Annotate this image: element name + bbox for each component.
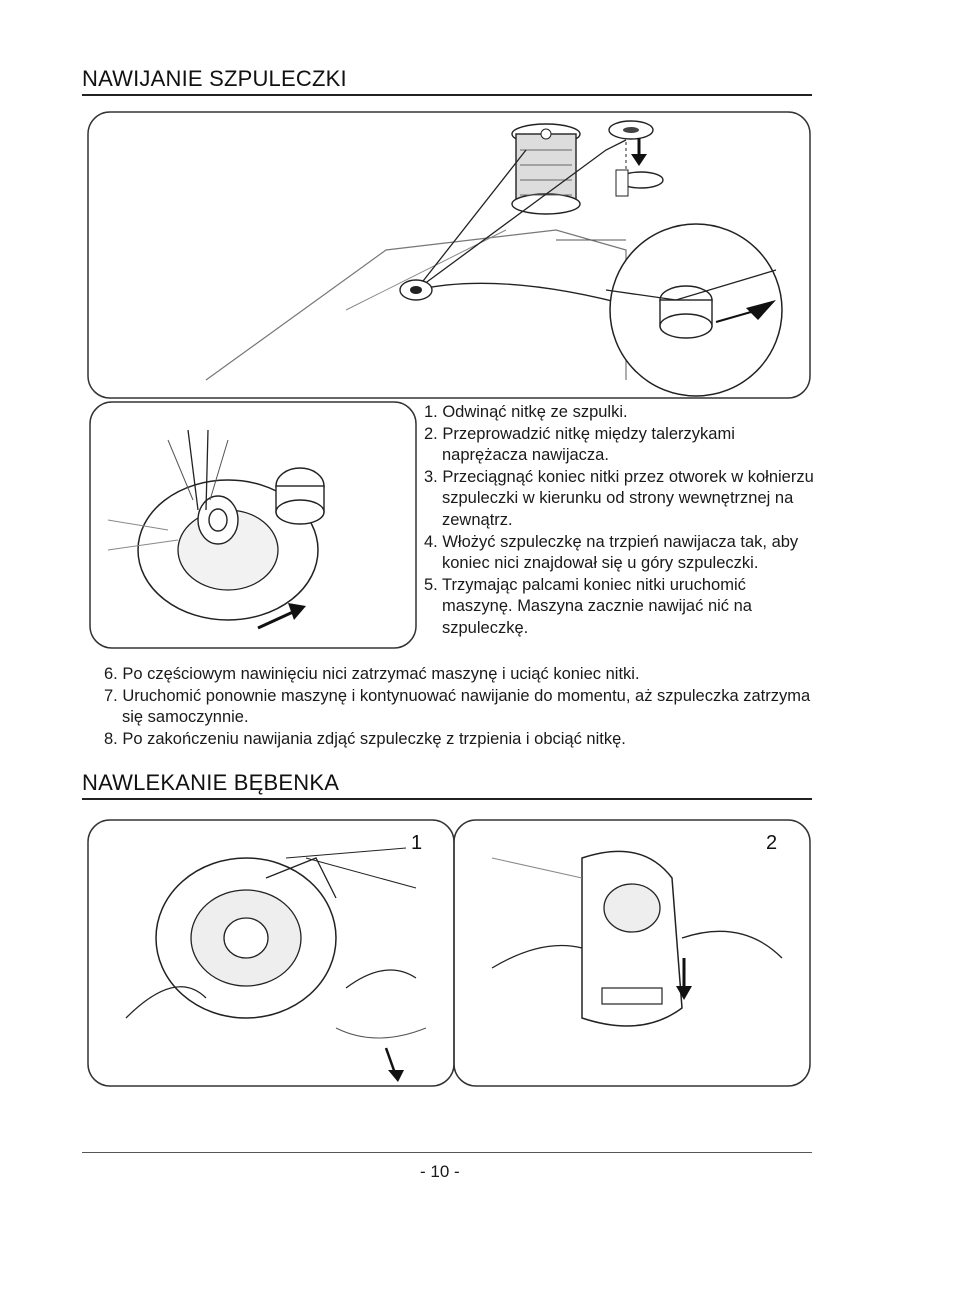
step-item: 5. Trzymając palcami koniec nitki uruchomić maszynę. Maszyna zacznie nawijać nić na szpuleczkę. (424, 575, 752, 637)
magnifier-detail-icon (556, 224, 782, 396)
figure-bobbin-winder (86, 110, 812, 400)
arrow-down-icon (631, 138, 647, 166)
footer-rule (82, 1152, 812, 1153)
bobbin-winding-steps-6-8 (104, 664, 824, 750)
bobbin-case-side-icon (582, 851, 682, 1026)
figure-label-1: 1 (411, 832, 423, 854)
step-item: 2. Przeprowadzić nitkę między talerzykami naprężacza nawijacza. (424, 424, 735, 465)
thread-spool-icon (512, 124, 580, 214)
figure-bobbin-on-spindle (88, 400, 418, 650)
page-number: - 10 - (420, 1162, 460, 1181)
bobbin-winding-steps-1-5 (424, 402, 814, 640)
section-title-bobbin-case-threading: NAWLEKANIE BĘBENKA (82, 770, 340, 795)
step-item: 8. Po zakończeniu nawijania zdjąć szpuleczkę z trzpienia i obciąć nitkę. (104, 729, 626, 748)
step-item: 3. Przeciągnąć koniec nitki przez otworek w kołnierzu szpuleczki w kierunku od strony wewnętrznej na zewnątrz. (424, 467, 814, 529)
figure-label-2: 2 (766, 832, 778, 854)
figure-bobbin-case-1 (86, 818, 456, 1088)
section-title-rule (82, 798, 812, 800)
section-title-bobbin-winding: NAWIJANIE SZPULECZKI (82, 66, 347, 91)
figure-bobbin-case-2 (452, 818, 812, 1088)
tension-disc-icon (400, 280, 432, 300)
spindle-knob-icon (276, 468, 324, 524)
bobbin-case-icon (156, 858, 336, 1018)
step-item: 1. Odwinąć nitkę ze szpulki. (424, 403, 628, 421)
section-title-rule (82, 94, 812, 96)
step-item: 6. Po częściowym nawinięciu nici zatrzymać maszynę i uciąć koniec nitki. (104, 665, 640, 683)
arrow-down-icon (386, 1048, 404, 1082)
step-item: 7. Uruchomić ponownie maszynę i kontynuować nawijanie do momentu, aż szpuleczka zatrzyma się samoczynnie. (104, 686, 811, 727)
step-item: 4. Włożyć szpuleczkę na trzpień nawijacza tak, aby koniec nici znajdował się u góry szpuleczki. (424, 532, 799, 573)
